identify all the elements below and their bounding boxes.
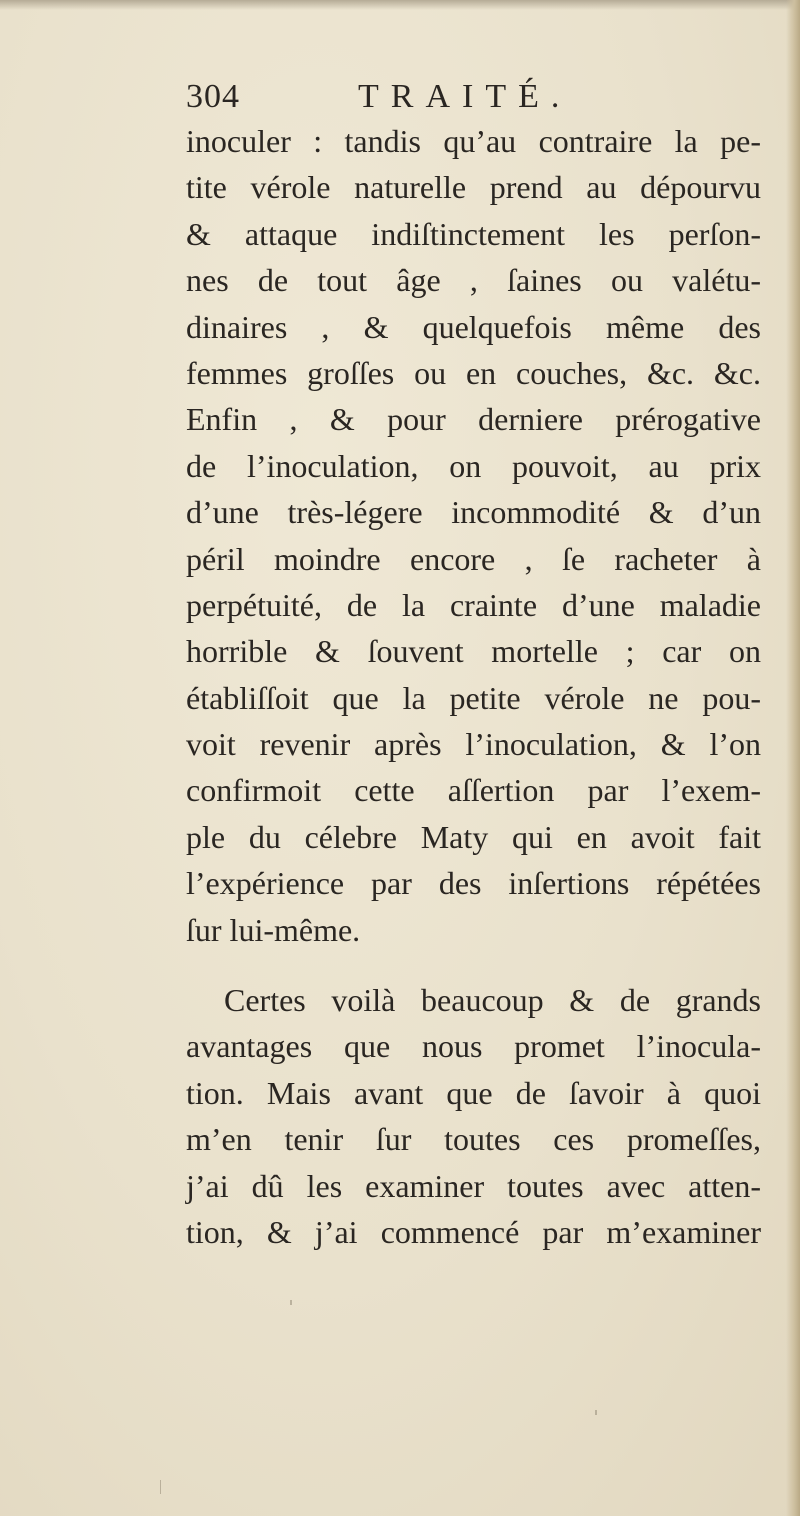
- page-top-shadow: [0, 0, 800, 10]
- paper-speck: [160, 1480, 161, 1494]
- text-line: établiſſoit que la petite vérole ne pou-: [186, 679, 761, 716]
- text-line: nes de tout âge , ſaines ou valétu-: [186, 262, 761, 299]
- text-line: perpétuité, de la crainte d’une maladie: [186, 586, 761, 623]
- text-line: & attaque indiſtinctement les perſon-: [186, 215, 761, 252]
- text-line: voit revenir après l’inoculation, & l’on: [186, 726, 761, 763]
- text-line: tite vérole naturelle prend au dépourvu: [186, 169, 761, 206]
- text-line: de l’inoculation, on pouvoit, au prix: [186, 447, 761, 484]
- text-line: horrible & ſouvent mortelle ; car on: [186, 633, 761, 670]
- text-line: péril moindre encore , ſe racheter à: [186, 540, 761, 577]
- text-line: Enfin , & pour derniere prérogative: [186, 401, 761, 438]
- page-number: 304: [186, 78, 240, 115]
- text-line: ple du célebre Maty qui en avoit fait: [186, 818, 761, 855]
- text-line: inoculer : tandis qu’au contraire la pe-: [186, 123, 761, 159]
- text-line: j’ai dû les examiner toutes avec atten-: [186, 1167, 761, 1204]
- paragraph-1: [186, 118, 761, 953]
- text-line: l’expérience par des inſertions répétées: [186, 865, 761, 902]
- paragraph-2: [186, 977, 761, 1255]
- paper-speck: [290, 1300, 292, 1305]
- running-title: TRAITÉ.: [358, 78, 572, 115]
- body-text: [186, 118, 761, 1255]
- text-line: dinaires , & quelquefois même des: [186, 308, 761, 345]
- text-line: d’une très-légere incommodité & d’un: [186, 494, 761, 531]
- page-header: [186, 72, 726, 122]
- paper-speck: [595, 1410, 597, 1415]
- text-line: femmes groſſes ou en couches, &c. &c.: [186, 354, 761, 391]
- text-line: tion, & j’ai commencé par m’examiner: [186, 1213, 761, 1250]
- page-right-edge: [786, 0, 800, 1516]
- text-line: confirmoit cette aſſertion par l’exem-: [186, 772, 761, 809]
- text-line: tion. Mais avant que de ſavoir à quoi: [186, 1074, 761, 1111]
- text-line: ſur lui-même.: [186, 911, 361, 948]
- paragraph-gap: [186, 953, 761, 977]
- text-line: m’en tenir ſur toutes ces promeſſes,: [186, 1121, 761, 1158]
- text-line: Certes voilà beaucoup & de grands: [224, 982, 761, 1019]
- text-line: avantages que nous promet l’inocula-: [186, 1028, 761, 1065]
